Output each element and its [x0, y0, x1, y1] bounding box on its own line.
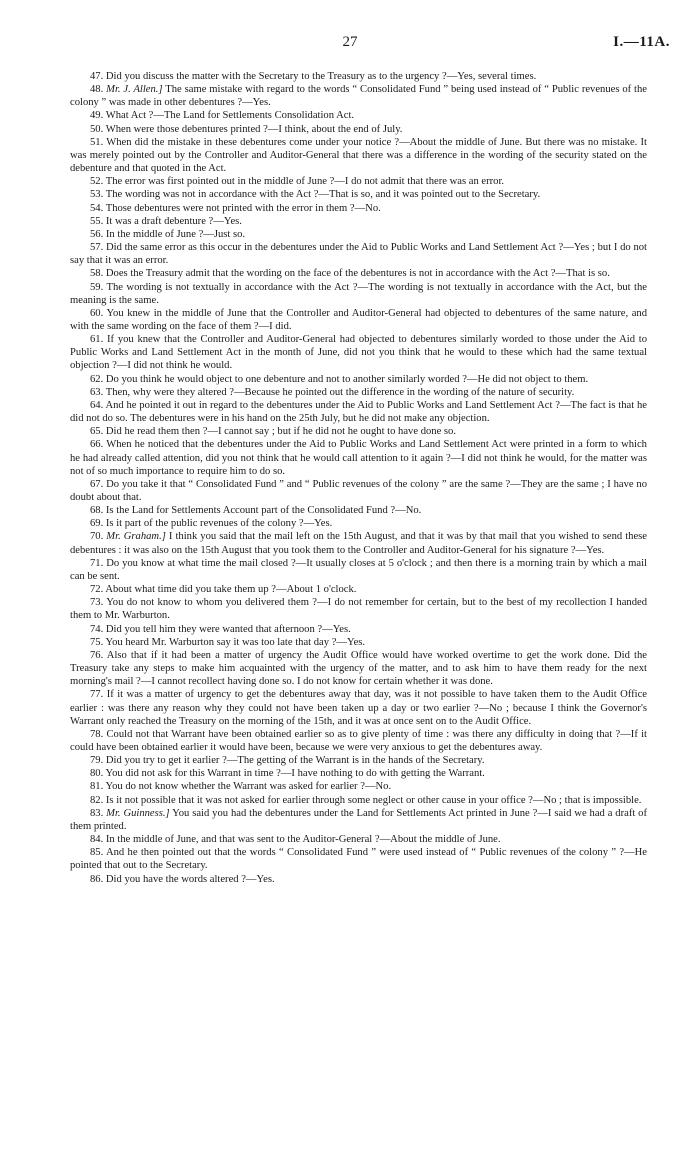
testimony-paragraph	[70, 873, 647, 886]
question-answer-text: What Act ?—The Land for Settlements Consolidation Act.	[105, 110, 355, 122]
question-answer-text: Did you try to get it earlier ?—The getting of the Warrant is in the hands of the Secretary.	[105, 755, 485, 767]
question-number: 62.	[90, 373, 104, 385]
question-answer-text: I think you said that the mail left on the 15th August, and that it was by that mail that you wished to send these debentures : it was also on the 15th August that you took them to the Controller and Auditor-General for his signature ?—Yes.	[70, 531, 647, 556]
testimony-paragraph	[70, 649, 647, 688]
testimony-paragraph	[70, 307, 647, 333]
question-number: 67.	[90, 478, 104, 490]
testimony-paragraph	[70, 109, 647, 122]
question-answer-text: Did you have the words altered ?—Yes.	[105, 873, 275, 885]
testimony-paragraph	[70, 623, 647, 636]
testimony-paragraph	[70, 399, 647, 425]
testimony-paragraph	[70, 530, 647, 556]
question-answer-text: You did not ask for this Warrant in time ?—I have nothing to do with getting the Warrant.	[105, 768, 485, 780]
question-answer-text: You heard Mr. Warburton say it was too late that day ?—Yes.	[105, 636, 366, 648]
question-answer-text: You do not know to whom you delivered them ?—I do not remember for certain, but to the best of my recollection I handed them to Mr. Warburton.	[70, 597, 647, 622]
question-number: 52.	[90, 176, 104, 188]
page-number: 27	[342, 34, 358, 50]
question-number: 64.	[90, 399, 104, 411]
question-answer-text: You knew in the middle of June that the Controller and Auditor-General had objected to debentures of the same nature, and with the same wording on the face of them ?—I did.	[70, 307, 647, 332]
question-number: 58.	[90, 268, 104, 280]
question-answer-text: If you knew that the Controller and Auditor-General had objected to debentures similarly worded to those under the Aid to Public Works and Land Settlement Act in the month of June, did not you think that he would to these which had the same textual objection ?—I did not think he would.	[70, 334, 648, 372]
testimony-paragraph	[70, 188, 647, 201]
question-answer-text: When did the mistake in these debentures come under your notice ?—About the middle of June. But there was no mistake. It was merely pointed out by the Controller and Auditor-General that there was a difference in the wording of the security stated on the debenture and that quoted in the Act.	[70, 136, 647, 175]
question-number: 73.	[90, 597, 104, 609]
question-number: 75.	[90, 636, 104, 648]
testimony-paragraph	[70, 807, 647, 833]
question-answer-text: Did the same error as this occur in the debentures under the Aid to Public Works and Land Settlement Act ?—Yes ; but I do not say that it was an error.	[70, 242, 647, 267]
testimony-paragraph	[70, 833, 647, 846]
question-number: 63.	[90, 386, 104, 398]
testimony-paragraph	[70, 241, 647, 267]
question-answer-text: Is the Land for Settlements Account part of the Consolidated Fund ?—No.	[105, 505, 422, 517]
question-answer-text: You said you had the debentures under the Land for Settlements Act printed in June ?—I said we had a draft of them printed.	[70, 807, 647, 832]
question-number: 68.	[90, 505, 104, 517]
question-answer-text: Did he read them then ?—I cannot say ; but if he did not he ought to have done so.	[105, 426, 457, 438]
question-number: 81.	[90, 781, 104, 793]
testimony-paragraph	[70, 70, 647, 83]
testimony-paragraph	[70, 688, 647, 727]
question-number: 50.	[90, 123, 104, 135]
question-answer-text: Also that if it had been a matter of urgency the Audit Office would have worked overtime to get the work done. Did the Treasury take any steps to make him acquainted with the urgency of the matter, and to ask him to have them ready for the next morning's mail ?—I cannot recollect having done so. I do not know for certain whether it was done.	[70, 649, 647, 688]
question-number: 56.	[90, 228, 104, 240]
question-number: 72.	[90, 584, 104, 596]
question-number: 47.	[90, 71, 104, 82]
question-number: 78.	[90, 728, 104, 740]
question-number: 86.	[90, 873, 104, 885]
question-number: 49.	[90, 110, 104, 122]
question-number: 48.	[90, 84, 104, 96]
question-answer-text: The wording is not textually in accordance with the Act ?—The wording is not textually in accordance with the Act, but the meaning is the same.	[70, 281, 647, 306]
question-number: 57.	[90, 242, 104, 254]
question-number: 51.	[90, 136, 104, 148]
question-number: 70.	[90, 531, 104, 543]
testimony-paragraph	[70, 202, 647, 215]
testimony-paragraph	[70, 281, 647, 307]
question-number: 65.	[90, 426, 104, 438]
question-answer-text: Did you discuss the matter with the Secretary to the Treasury as to the urgency ?—Yes, several times.	[105, 71, 537, 82]
testimony-paragraph	[70, 728, 647, 754]
testimony-paragraph	[70, 846, 647, 872]
question-number: 55.	[90, 215, 104, 227]
speaker-name: Mr. Guinness.]	[106, 807, 170, 819]
question-answer-text: About what time did you take them up ?—About 1 o'clock.	[105, 584, 357, 596]
question-answer-text: Then, why were they altered ?—Because he pointed out the difference in the wording of the nature of security.	[105, 386, 575, 398]
testimony-paragraph	[70, 83, 647, 109]
testimony-paragraph	[70, 583, 647, 596]
testimony-paragraph	[70, 175, 647, 188]
testimony-paragraph	[70, 333, 647, 372]
question-answer-text: In the middle of June ?—Just so.	[105, 228, 246, 240]
question-answer-text: Does the Treasury admit that the wording on the face of the debentures is not in accordance with the Act ?—That is so.	[105, 268, 610, 280]
document-reference: I.—11A.	[613, 34, 670, 50]
question-number: 60.	[90, 307, 104, 319]
testimony-paragraph	[70, 754, 647, 767]
testimony-paragraph	[70, 596, 647, 622]
question-answer-text: The same mistake with regard to the words “ Consolidated Fund ” being used instead of “ Public revenues of the colony ” was made in other debentures ?—Yes.	[70, 84, 647, 109]
testimony-paragraph	[70, 136, 647, 175]
question-number: 53.	[90, 189, 104, 201]
testimony-paragraph	[70, 504, 647, 517]
question-answer-text: Do you know at what time the mail closed ?—It usually closes at 5 o'clock ; and then there is a morning train by which a mail can be sent.	[70, 557, 648, 582]
testimony-paragraph	[70, 123, 647, 136]
testimony-paragraph	[70, 767, 647, 780]
question-answer-text: In the middle of June, and that was sent to the Auditor-General ?—About the middle of June.	[105, 834, 501, 846]
testimony-paragraph	[70, 425, 647, 438]
question-number: 69.	[90, 518, 104, 530]
question-answer-text: The error was first pointed out in the middle of June ?—I do not admit that there was an error.	[105, 176, 505, 188]
speaker-name: Mr. Graham.]	[106, 531, 166, 543]
question-number: 79.	[90, 755, 104, 767]
question-number: 85.	[90, 847, 104, 859]
question-number: 84.	[90, 834, 104, 846]
testimony-body	[70, 70, 647, 886]
question-answer-text: It was a draft debenture ?—Yes.	[105, 215, 242, 227]
question-answer-text: You do not know whether the Warrant was asked for earlier ?—No.	[105, 781, 392, 793]
question-number: 59.	[90, 281, 104, 293]
testimony-paragraph	[70, 438, 647, 477]
question-answer-text: Is it not possible that it was not asked for earlier through some neglect or other cause in your office ?—No ; that is impossible.	[105, 794, 642, 806]
testimony-paragraph	[70, 373, 647, 386]
question-answer-text: When were those debentures printed ?—I think, about the end of July.	[105, 123, 403, 135]
testimony-paragraph	[70, 267, 647, 280]
question-answer-text: If it was a matter of urgency to get the debentures away that day, was it not possible to have taken them to the Audit Office earlier : was there any reason why they could not have been taken up a day or two earlier ?—No ; because I think the Governor's Warrant only reached the Treasury on the morning of the 15th, and it was at once sent on to the Audit Office.	[70, 689, 647, 727]
testimony-paragraph	[70, 557, 647, 583]
question-answer-text: Those debentures were not printed with the error in them ?—No.	[105, 202, 381, 214]
question-answer-text: The wording was not in accordance with the Act ?—That is so, and it was pointed out to the Secretary.	[105, 189, 541, 201]
question-number: 74.	[90, 623, 104, 635]
question-number: 76.	[90, 649, 104, 661]
question-answer-text: Is it part of the public revenues of the colony ?—Yes.	[105, 518, 333, 530]
question-number: 71.	[90, 557, 104, 569]
question-number: 82.	[90, 794, 104, 806]
question-number: 54.	[90, 202, 104, 214]
question-number: 83.	[90, 807, 104, 819]
testimony-paragraph	[70, 517, 647, 530]
question-number: 80.	[90, 768, 104, 780]
question-number: 66.	[90, 439, 104, 451]
testimony-paragraph	[70, 215, 647, 228]
testimony-paragraph	[70, 636, 647, 649]
question-number: 77.	[90, 689, 104, 701]
question-answer-text: Do you take it that “ Consolidated Fund ” and “ Public revenues of the colony ” are the same ?—They are the same ; I have no doubt about that.	[70, 478, 647, 503]
question-answer-text: Could not that Warrant have been obtained earlier so as to give plenty of time : was there any difficulty in doing that ?—If it could have been obtained earlier it would have been, because we were very anxious to get the debentures away.	[70, 728, 647, 753]
question-answer-text: When he noticed that the debentures under the Aid to Public Works and Land Settlement Act were printed in a form to which he had already called attention, did you not think that he would call attention to it again ?—I did not think he would, for the matter was not of so much importance to require him to do so.	[70, 439, 647, 477]
testimony-paragraph	[70, 386, 647, 399]
testimony-paragraph	[70, 794, 647, 807]
question-answer-text: Do you think he would object to one debenture and not to another similarly worded ?—He did not object to them.	[105, 373, 589, 385]
question-number: 61.	[90, 334, 104, 346]
testimony-paragraph	[70, 780, 647, 793]
question-answer-text: And he pointed it out in regard to the debentures under the Aid to Public Works and Land Settlement Act ?—The fact is that he did not do so. The debentures were in his hand on the 25th July, but he did not make any objection.	[70, 399, 647, 425]
testimony-paragraph	[70, 228, 647, 241]
question-answer-text: Did you tell him they were wanted that afternoon ?—Yes.	[105, 623, 351, 635]
speaker-name: Mr. J. Allen.]	[106, 84, 163, 96]
testimony-paragraph	[70, 478, 647, 504]
question-answer-text: And he then pointed out that the words “ Consolidated Fund ” were used instead of “ Public revenues of the colony ” ?—He pointed that out to the Secretary.	[70, 847, 647, 872]
